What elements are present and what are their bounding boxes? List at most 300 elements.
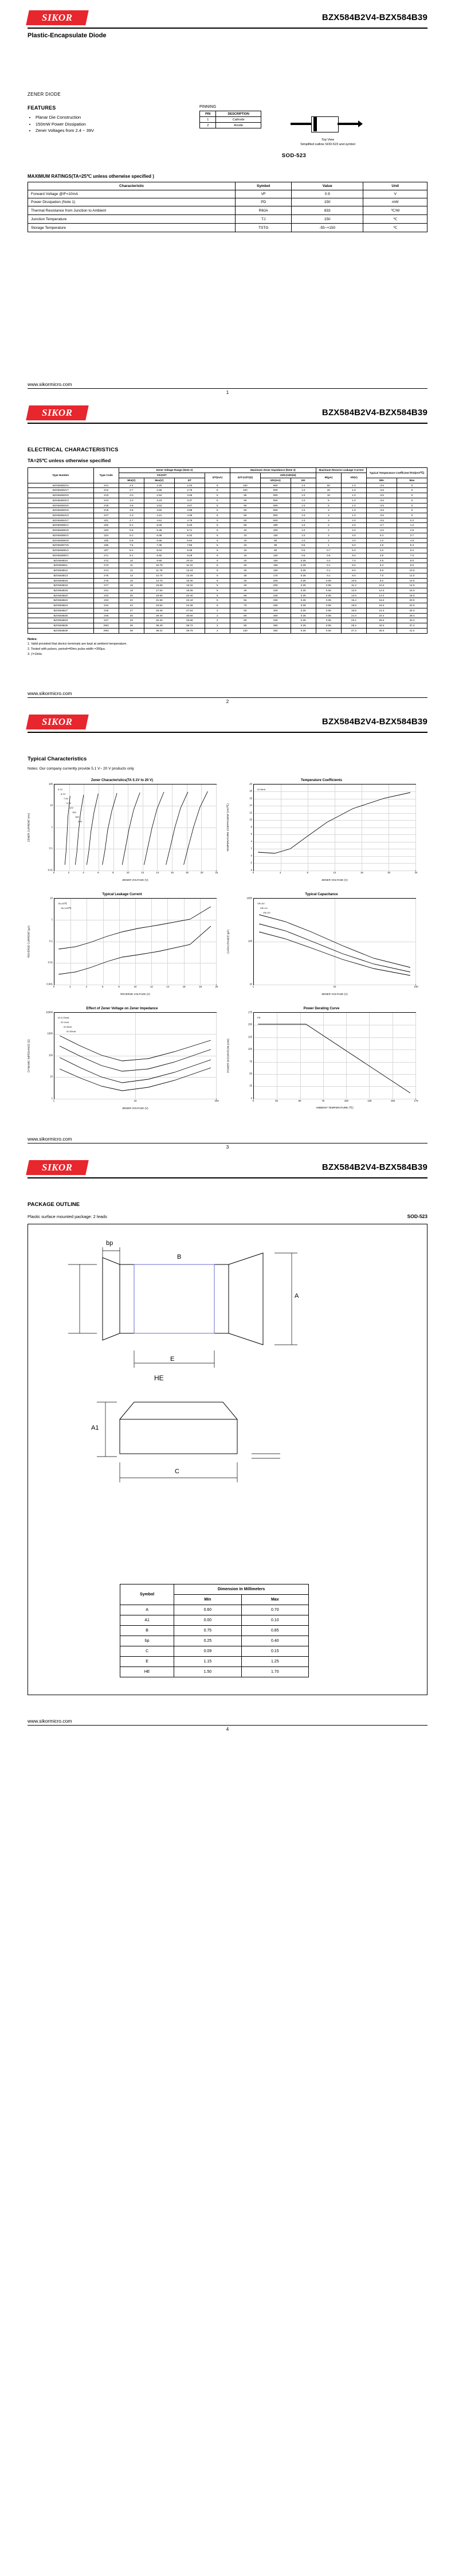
cell: 2 [205, 608, 230, 613]
table-row [28, 583, 427, 588]
cell: 7.0 [367, 573, 397, 578]
cell: -55~+150 [292, 224, 363, 232]
cell: 12.4 [367, 588, 397, 594]
type-number: BZX584B3V3 [28, 498, 94, 503]
chart-power-derating-curve [227, 1007, 416, 1113]
cell: 37.4 [397, 623, 427, 629]
cell: 350 [260, 623, 291, 629]
cell: 0.05 [316, 598, 341, 603]
cell: 4.3 [119, 513, 144, 518]
cell: 6.94 [174, 538, 205, 543]
cell: -3.5 [367, 508, 397, 513]
chart-series-label: IZ=5mA [64, 1025, 72, 1028]
cell: 8.36 [174, 548, 205, 553]
cell: Power Dissipation (Note 1) [28, 198, 236, 206]
cell: 5 [316, 503, 341, 508]
cell: 3.9 [119, 508, 144, 513]
svg-text:C: C [175, 1467, 179, 1475]
cell: 21.0 [341, 613, 366, 618]
cell: 11.2 [341, 583, 366, 588]
cell: -3.5 [367, 518, 397, 523]
dim-value: 0.00 [174, 1615, 241, 1625]
type-number: BZX584B27 [28, 608, 94, 613]
cell: 1.0 [291, 523, 316, 528]
cell: 13 [119, 573, 144, 578]
svg-text:A1: A1 [91, 1424, 99, 1431]
cell: 1.0 [341, 498, 366, 503]
cell: 95 [230, 498, 260, 503]
cell: 150 [260, 568, 291, 573]
y-tick-label: 10 [50, 803, 53, 807]
cell: 2X5 [93, 608, 119, 613]
cell: 7.65 [174, 543, 205, 548]
cell: 11 [119, 563, 144, 568]
dim-value: 0.60 [174, 1605, 241, 1615]
chart-series-label: IZ=0.25mA [58, 1016, 69, 1019]
table-row [28, 603, 427, 608]
col-header: VZ@IZT [119, 473, 205, 478]
table-row [28, 206, 427, 215]
cell: Thermal Resistance from Junction to Ambient [28, 206, 236, 215]
cell: 15 [119, 578, 144, 583]
chart-series-label: 5.1V [58, 787, 63, 791]
cell: 480 [260, 523, 291, 528]
y-tick-label: 100 [48, 782, 53, 786]
cell: 2V3 [93, 493, 119, 498]
x-tick-label: 12 [333, 871, 336, 874]
cell: 2 [205, 618, 230, 623]
document-title: BZX584B2V4-BZX584B39 [321, 1162, 427, 1172]
col-header: Min [174, 1594, 241, 1605]
x-tick-label: 6 [97, 871, 99, 874]
x-tick-label: 4 [85, 985, 87, 988]
footer-url: www.sikormicro.com [28, 1718, 72, 1724]
pinning-label: PINNING [199, 105, 217, 109]
cell: V [363, 190, 427, 198]
table-row [28, 558, 427, 563]
page-header [0, 1150, 455, 1175]
cell: 225 [260, 588, 291, 594]
cell: 20 [230, 558, 260, 563]
type-number: BZX584B30 [28, 613, 94, 618]
cell: 14.0 [397, 583, 427, 588]
cell: 15.30 [174, 578, 205, 583]
type-number: BZX584B20 [28, 593, 94, 598]
pin-table [199, 111, 261, 128]
chart-plot-area [253, 898, 416, 985]
package-outline-drawing [28, 1224, 427, 1695]
cell: 36.72 [174, 623, 205, 629]
document-title: BZX584B2V4-BZX584B39 [321, 13, 427, 22]
chart-x-axis [54, 985, 217, 990]
cell: 2 [205, 613, 230, 618]
dim-value: 0.85 [241, 1625, 308, 1636]
cell: 1.0 [341, 513, 366, 518]
cell: 1.0 [291, 498, 316, 503]
cell: 5 [205, 593, 230, 598]
y-tick-label: 18 [249, 789, 252, 793]
cell: 0 [397, 503, 427, 508]
cell: 0.1 [316, 573, 341, 578]
chart-y-label: CAPACITANCE (pF) [226, 929, 230, 954]
cell: 900 [260, 488, 291, 493]
cell: 250 [260, 598, 291, 603]
col-header: Characteristic [28, 182, 236, 190]
cell: 17.64 [144, 588, 174, 594]
x-tick-label: 24 [414, 871, 418, 874]
cell: 2Y6 [93, 578, 119, 583]
chart-title: Typical Leakage Current [102, 892, 142, 896]
cell: 10 [230, 533, 260, 538]
chart-y-axis [236, 784, 253, 870]
cell: 22 [119, 598, 144, 603]
col-header: Max [241, 1594, 308, 1605]
cell: 100 [260, 553, 291, 558]
chart-series-label: 20V [78, 819, 83, 823]
cell: 9.2 [367, 578, 397, 583]
features-block [28, 105, 199, 159]
col-header-group: Maximum Reverse Leakage Current [316, 468, 366, 473]
cell: 900 [260, 498, 291, 503]
chart-y-label: REVERSE CURRENT (μA) [27, 925, 30, 958]
electrical-characteristics-table [28, 467, 427, 633]
x-tick-label: 12 [141, 871, 144, 874]
table-row [28, 548, 427, 553]
cell: 25.2 [341, 623, 366, 629]
notes-block [28, 637, 427, 657]
cell: 3.98 [174, 508, 205, 513]
chart-x-axis [253, 985, 416, 990]
typical-characteristics-title: Typical Characteristics [28, 755, 87, 762]
cell: 2Y2 [93, 558, 119, 563]
col-header: Type Code [93, 468, 119, 483]
y-tick-label: -2 [250, 861, 252, 864]
x-tick-label: 14 [166, 985, 170, 988]
cell: 21.4 [367, 608, 397, 613]
cell: 2W1 [93, 623, 119, 629]
type-number: BZX584B11 [28, 563, 94, 568]
x-tick-label: 10 [134, 985, 137, 988]
y-tick-label: 10 [249, 818, 252, 821]
electrical-characteristics-title: ELECTRICAL CHARACTERISTICS [28, 447, 119, 454]
chart-y-axis [236, 1012, 253, 1098]
chart-series-label: VR=2V [263, 911, 270, 914]
x-tick-label: 6 [101, 985, 104, 988]
cell: 5.0 [341, 543, 366, 548]
page-1 [0, 0, 455, 395]
brand-logo-text: SIKOR [42, 1161, 73, 1173]
cell: 5 [205, 583, 230, 588]
package-outline-package: SOD-523 [407, 1213, 427, 1219]
cell: 0.1 [316, 563, 341, 568]
cell: 2 [316, 523, 341, 528]
cell: 2.75 [174, 488, 205, 493]
col-header: VR(V) [341, 473, 366, 483]
svg-text:bp: bp [106, 1239, 113, 1247]
cell: TJ [236, 215, 292, 224]
cell: 0.9 [292, 190, 363, 198]
cell: 0.25 [291, 568, 316, 573]
chart-title: Typical Capacitance [305, 892, 338, 896]
chart-y-axis [37, 898, 54, 984]
cell: 2.94 [144, 493, 174, 498]
page-footer [0, 381, 455, 395]
cell: 13.26 [174, 573, 205, 578]
dim-value: 0.40 [241, 1636, 308, 1646]
typical-characteristics-note: Notes: Our company currently provide 5.1 V~ 20 V products only [28, 766, 134, 771]
col-header: Unit [363, 182, 427, 190]
cell: 38.22 [144, 628, 174, 633]
cell: 3.3 [119, 498, 144, 503]
cell: TSTG [236, 224, 292, 232]
features-heading: FEATURES [28, 105, 56, 111]
cell: 0 [397, 498, 427, 503]
pin-desc: Cathode [216, 117, 261, 123]
y-tick-label: 4 [250, 840, 252, 843]
cell: 300 [260, 613, 291, 618]
page-footer [0, 690, 455, 704]
col-header: Value [292, 182, 363, 190]
chart-y-label: TEMPERATURE COEFFICIENT (mV/℃) [226, 803, 229, 852]
col-header-group: Dimension In Millimeters [174, 1584, 309, 1594]
cell: 12.24 [174, 568, 205, 573]
chart-y-axis [37, 1012, 54, 1098]
table-row [28, 538, 427, 543]
cell: 4.0 [341, 538, 366, 543]
cell: 5 [205, 603, 230, 608]
page-number: 2 [226, 698, 229, 704]
cell: 200 [260, 578, 291, 583]
cell: 1 [316, 543, 341, 548]
cell: -3.5 [367, 513, 397, 518]
cell: 6.66 [144, 538, 174, 543]
type-number: BZX584B3V0 [28, 493, 94, 498]
x-tick-label: 125 [367, 1099, 372, 1102]
cell: 18.4 [367, 603, 397, 608]
charts-grid [28, 779, 427, 1113]
cell: 6.2 [397, 548, 427, 553]
cell: 28.4 [367, 618, 397, 623]
table-row [28, 488, 427, 493]
x-tick-label: 50 [298, 1099, 301, 1102]
cell: 9.1 [119, 553, 144, 558]
cell: 16.0 [397, 588, 427, 594]
chart-series-label: 18V [75, 815, 80, 818]
cell: 2.65 [144, 488, 174, 493]
brand-logo-text: SIKOR [42, 407, 73, 419]
cell: ℃/W [363, 206, 427, 215]
table-row [28, 593, 427, 598]
y-tick-label: 75 [249, 1060, 252, 1063]
cell: 5 [205, 503, 230, 508]
table-row [28, 573, 427, 578]
footer-url: www.sikormicro.com [28, 381, 72, 388]
y-tick-label: 10 [249, 982, 252, 986]
table-row [28, 190, 427, 198]
cell: 5.4 [367, 563, 397, 568]
cell: 5 [205, 523, 230, 528]
cell: 20 [316, 488, 341, 493]
x-tick-label: 0 [252, 1099, 254, 1102]
cell: 23.1 [341, 618, 366, 623]
x-tick-label: 0 [53, 985, 55, 988]
type-number: BZX584B15 [28, 578, 94, 583]
cell: 2X1 [93, 588, 119, 594]
chart-plot-area [51, 898, 217, 985]
type-number: BZX584B3V9 [28, 508, 94, 513]
cell: 2W2 [93, 628, 119, 633]
col-header-group: Typical Temperature Coefficient θVZ(mV/℃) [367, 468, 427, 478]
cell: -3.5 [367, 498, 397, 503]
cell: 0.25 [291, 618, 316, 623]
document-title: BZX584B2V4-BZX584B39 [321, 408, 427, 418]
footer-url: www.sikormicro.com [28, 1135, 72, 1142]
cell: 0.25 [291, 588, 316, 594]
cell: 5 [205, 538, 230, 543]
cell: 2Y7 [93, 583, 119, 588]
cell: 2Z5 [93, 538, 119, 543]
cell: 9.0 [397, 563, 427, 568]
y-tick-label: 1000 [246, 896, 252, 900]
y-tick-label: 100 [248, 939, 252, 943]
diode-symbol-icon [285, 111, 371, 137]
cell: 29.4 [397, 613, 427, 618]
svg-text:E: E [170, 1355, 175, 1363]
cell: 0.2 [316, 558, 341, 563]
cell: 2Z4 [93, 533, 119, 538]
y-tick-label: 1000 [47, 1032, 53, 1035]
chart-series-label: 12V [69, 806, 74, 809]
cell: 10 [119, 558, 144, 563]
dimensions-table [120, 1584, 309, 1677]
cell: 0.25 [291, 623, 316, 629]
x-tick-label: 20 [387, 871, 391, 874]
features-pinning-row [28, 105, 427, 159]
chart-series-label: 9.1V [66, 801, 72, 805]
cell: 10.0 [397, 568, 427, 573]
cell: 5.1 [119, 523, 144, 528]
y-tick-label: 1 [51, 1096, 53, 1100]
cell: 20 [119, 593, 144, 598]
cell: 5 [205, 498, 230, 503]
type-number: BZX584B2V7 [28, 488, 94, 493]
cell: 300 [260, 608, 291, 613]
cell: 22.0 [397, 603, 427, 608]
chart-y-axis [236, 898, 253, 984]
cell: 1.0 [291, 513, 316, 518]
cell: 80 [230, 618, 260, 623]
cell: 25 [230, 568, 260, 573]
dim-symbol: C [120, 1646, 174, 1656]
cell: 2.20 [144, 483, 174, 488]
cell: 5.20 [174, 523, 205, 528]
cell: 5 [205, 558, 230, 563]
y-tick-label: 0.01 [48, 868, 53, 872]
cell: 0.05 [316, 608, 341, 613]
table-row [120, 1666, 309, 1677]
cell: 12 [119, 568, 144, 573]
chart-x-axis [253, 871, 416, 876]
type-number: BZX584B22 [28, 598, 94, 603]
type-number: BZX584B9V1 [28, 553, 94, 558]
dim-value: 0.09 [174, 1646, 241, 1656]
cell: 9.80 [144, 558, 174, 563]
cell: 24 [119, 603, 144, 608]
x-tick-label: 18 [185, 871, 189, 874]
table-row [28, 182, 427, 190]
table-row [28, 578, 427, 583]
svg-text:A: A [295, 1292, 299, 1299]
type-number: BZX584B7V5 [28, 543, 94, 548]
cell: 5.6 [119, 528, 144, 533]
cell: 3.23 [144, 498, 174, 503]
cell: 15.68 [144, 583, 174, 588]
cell: 6.8 [119, 538, 144, 543]
cell: 2X7 [93, 618, 119, 623]
table-row [28, 518, 427, 523]
cell: 0.25 [291, 563, 316, 568]
cell: 3.06 [174, 493, 205, 498]
cell: 2Z2 [93, 523, 119, 528]
page-3 [0, 704, 455, 1150]
cell: VF [236, 190, 292, 198]
chart-series-label: IZ=1mA [61, 1020, 69, 1024]
cell: 0.05 [316, 618, 341, 623]
chart-x-label: ZENER VOLTAGE (V) [321, 878, 348, 881]
x-tick-label: 175 [414, 1099, 418, 1102]
x-tick-label: 1 [252, 985, 254, 988]
cell: 150 [260, 533, 291, 538]
table-row [28, 493, 427, 498]
cell: 1.0 [291, 503, 316, 508]
x-tick-label: 20 [200, 871, 203, 874]
cell: 5.49 [144, 528, 174, 533]
y-tick-label: 0 [250, 1096, 252, 1100]
cell: 5 [205, 508, 230, 513]
y-tick-label: 0.001 [46, 982, 53, 986]
cell: 0 [397, 493, 427, 498]
cell: 2Z6 [93, 543, 119, 548]
cell: 5 [205, 518, 230, 523]
cell: 833 [292, 206, 363, 215]
cell: 1.0 [341, 493, 366, 498]
note-line: 1. Valid provided that device terminals are kept at ambient temperature. [28, 642, 127, 646]
brand-logo-text: SIKOR [42, 716, 73, 727]
cell: 5 [205, 513, 230, 518]
type-number: BZX584B5V6 [28, 528, 94, 533]
cell: 0.25 [291, 628, 316, 633]
list-item: • 150mW Power Dissipation [36, 121, 199, 128]
cell: 1.0 [341, 483, 366, 488]
header-rule [28, 732, 427, 733]
table-row [120, 1605, 309, 1615]
brand-logo [26, 1160, 89, 1175]
chart-x-label: REVERSE VOLTAGE (V) [120, 992, 150, 996]
cell: 1.0 [291, 538, 316, 543]
cell: 2.0 [341, 523, 366, 528]
document-subtitle: Plastic-Encapsulate Diode [28, 32, 107, 39]
cell: 1.0 [291, 518, 316, 523]
type-number: BZX584B33 [28, 618, 94, 623]
cell: 150 [260, 558, 291, 563]
y-tick-label: 6 [250, 832, 252, 836]
dim-value: 0.15 [241, 1646, 308, 1656]
cell: 19.60 [144, 593, 174, 598]
col-header: IZT(mA) [205, 473, 230, 483]
page-number: 1 [226, 390, 229, 396]
table-row [120, 1625, 309, 1636]
chart-y-label: POWER DISSIPATION (mW) [226, 1039, 230, 1073]
